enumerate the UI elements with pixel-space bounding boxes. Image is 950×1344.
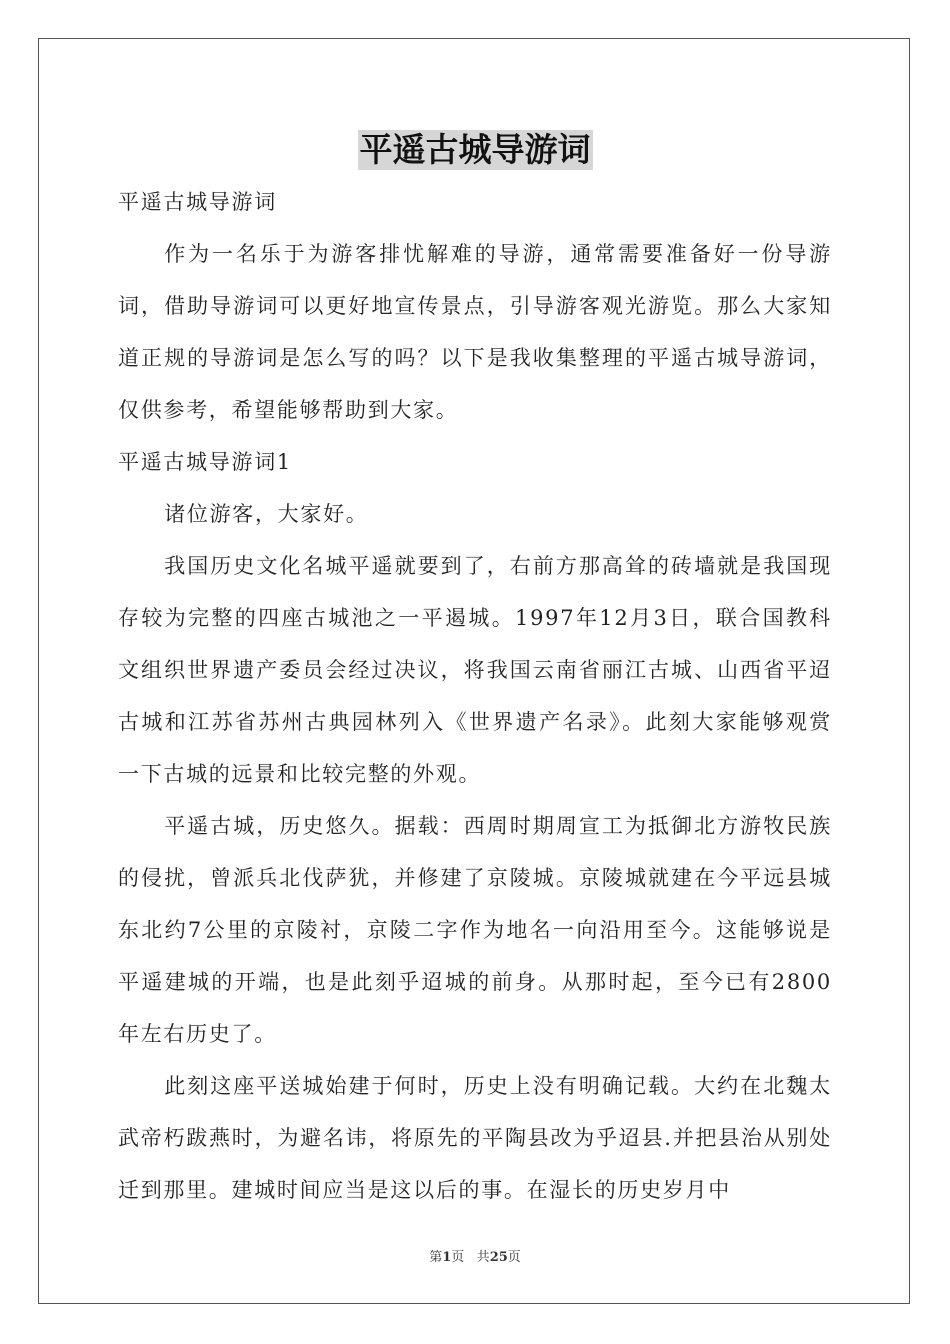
section-heading: 平遥古城导游词1	[118, 450, 292, 474]
total-prefix: 共	[476, 1250, 490, 1265]
body-paragraph-founding: 此刻这座平送城始建于何时，历史上没有明确记载。大约在北魏太武帝朽跋燕时，为避名讳，将原先的平陶县改为乎迢县.并把县治从别处迁到那里。建城时间应当是这以后的事。在湿长的历史岁月中	[118, 1074, 832, 1202]
total-suffix: 页	[507, 1250, 521, 1265]
page-current-number: 1	[442, 1250, 452, 1265]
document-subtitle: 平遥古城导游词	[118, 190, 277, 214]
body-paragraph-heritage: 我国历史文化名城平遥就要到了，右前方那高耸的砖墙就是我国现存较为完整的四座古城池之一平遏城。1997年12月3日，联合国教科文组织世界遗产委员会经过决议，将我国云南省丽江古城、山西省平迢古城和江苏省苏州古典园林列入《世界遗产名录》。此刻大家能够观赏一下古城的远景和比较完整的外观。	[118, 554, 832, 786]
document-body	[118, 176, 832, 1216]
page-suffix: 页	[451, 1250, 465, 1265]
body-paragraph-history: 平遥古城，历史悠久。据载：西周时期周宣工为抵御北方游牧民族的侵扰，曾派兵北伐萨犹，并修建了京陵城。京陵城就建在今平远县城东北约7公里的京陵衬，京陵二字作为地名一向沿用至今。这能够说是平遥建城的开端，也是此刻乎迢城的前身。从那时起，至今已有2800年左右历史了。	[118, 814, 832, 1046]
intro-paragraph: 作为一名乐于为游客排忧解难的导游，通常需要准备好一份导游词，借助导游词可以更好地宣传景点，引导游客观光游览。那么大家知道正规的导游词是怎么写的吗？以下是我收集整理的平遥古城导游词，仅供参考，希望能够帮助到大家。	[118, 242, 832, 422]
page-total-number: 25	[489, 1250, 508, 1265]
page-prefix: 第	[429, 1250, 443, 1265]
title-container	[0, 130, 950, 170]
page-footer	[0, 1246, 950, 1265]
document-title: 平遥古城导游词	[359, 130, 591, 169]
body-paragraph-greeting: 诸位游客，大家好。	[164, 502, 369, 526]
